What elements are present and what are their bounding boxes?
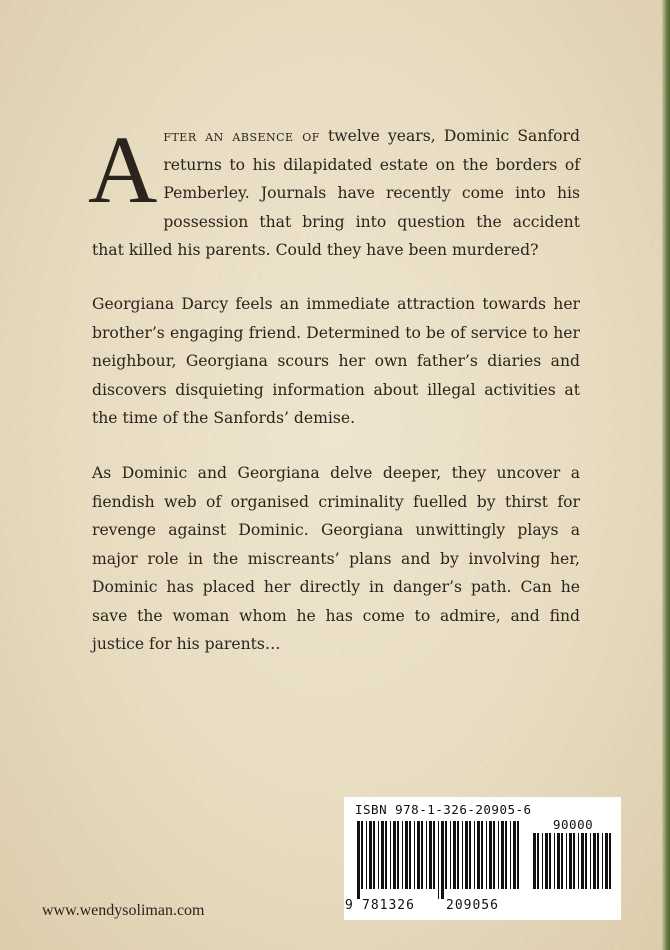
- barcode-bar: [433, 821, 435, 889]
- barcode-bar: [393, 821, 396, 889]
- barcode-bar: [533, 833, 536, 889]
- barcode-bar: [402, 821, 403, 889]
- barcode-bar: [381, 821, 384, 889]
- barcode-bar: [493, 821, 495, 889]
- barcode-bar: [457, 821, 459, 889]
- blurb-paragraph-2: [92, 290, 580, 433]
- barcode-right-digits: 209056: [446, 898, 499, 913]
- barcode-bar: [469, 821, 471, 889]
- barcode-bar: [581, 833, 584, 889]
- barcode-bar: [561, 833, 563, 889]
- barcode-first-digit: 9: [345, 898, 353, 913]
- barcode-bar: [441, 821, 444, 899]
- barcode-bar: [573, 833, 575, 889]
- barcode-bar: [465, 821, 468, 889]
- barcode-bar: [578, 833, 579, 889]
- addon-barcode: [531, 833, 617, 899]
- barcode-bar: [542, 833, 543, 889]
- barcode-bar: [450, 821, 451, 889]
- barcode-bar: [405, 821, 408, 889]
- barcode-bar: [557, 833, 560, 889]
- barcode-bar: [390, 821, 391, 889]
- blurb-paragraph-3: [92, 459, 580, 659]
- barcode-bar: [426, 821, 427, 889]
- barcode-bar: [421, 821, 423, 889]
- paragraph-3-text: As Dominic and Georgiana delve deeper, they uncover a fiendish web of organised criminality fuelled by thirst for revenge against Dominic. Georgiana unwittingly plays a major role in the miscreants’ plans and by involving her, Dominic has placed her directly in danger’s path. Can he save the woman whom he has come to admire, and find justice for his parents…: [92, 464, 580, 653]
- barcode-bar: [357, 821, 360, 899]
- barcode-bar: [498, 821, 499, 889]
- barcode-bar: [474, 821, 475, 889]
- barcode-bar: [609, 833, 611, 889]
- barcode-bar: [554, 833, 555, 889]
- barcode-bar: [513, 821, 516, 889]
- barcode-bar: [417, 821, 420, 889]
- barcode-bar: [537, 833, 539, 889]
- barcode-bar: [486, 821, 487, 889]
- barcode-bar: [369, 821, 372, 889]
- price-code: 90000: [553, 817, 594, 832]
- barcode-bar: [605, 833, 608, 889]
- barcode-bar: [477, 821, 480, 889]
- paragraph-1-text: twelve years, Dominic Sanford returns to his dilapidated estate on the borders of Pemberley. Journals have recently come into his possession that bring into question the accident that killed his parents. Could they have been murdered?: [92, 127, 580, 259]
- barcode-bar: [445, 821, 447, 889]
- barcode-bar: [569, 833, 572, 889]
- barcode-bar: [366, 821, 367, 889]
- barcode-bar: [597, 833, 599, 889]
- isbn-barcode: [355, 821, 525, 899]
- barcode-bar: [489, 821, 492, 889]
- barcode-bar: [545, 833, 548, 889]
- barcode-bar: [549, 833, 551, 889]
- barcode-bar: [438, 821, 439, 899]
- barcode-bar: [505, 821, 507, 889]
- isbn-label: ISBN 978-1-326-20905-6: [355, 802, 532, 817]
- barcode-bar: [510, 821, 511, 889]
- barcode-bar: [501, 821, 504, 889]
- blurb-paragraph-1: [88, 116, 580, 265]
- barcode-bar: [517, 821, 519, 889]
- barcode-bar: [602, 833, 603, 889]
- barcode-bar: [429, 821, 432, 889]
- paragraph-2-text: Georgiana Darcy feels an immediate attraction towards her brother’s engaging friend. Determined to be of service to her neighbour, Georgiana scours her own father’s diaries and discovers disquieting information about illegal activities at the time of the Sanfords’ demise.: [92, 295, 580, 427]
- barcode-bar: [397, 821, 399, 889]
- drop-cap: A: [88, 116, 158, 223]
- barcode-bar: [361, 821, 363, 889]
- barcode-bar: [590, 833, 591, 889]
- barcode-bar: [481, 821, 483, 889]
- barcode-left-digits: 781326: [362, 898, 415, 913]
- barcode-bar: [566, 833, 567, 889]
- opening-small-caps: fter an absence of: [163, 127, 320, 145]
- barcode-bar: [378, 821, 379, 889]
- barcode-bar: [585, 833, 587, 889]
- barcode-bar: [453, 821, 456, 889]
- green-edge-strip: [662, 0, 670, 950]
- barcode-bar: [593, 833, 596, 889]
- barcode-bar: [373, 821, 375, 889]
- barcode-bar: [385, 821, 387, 889]
- author-website: www.wendysoliman.com: [42, 902, 205, 919]
- barcode-bar: [462, 821, 463, 889]
- barcode-bar: [409, 821, 411, 889]
- barcode-bar: [414, 821, 415, 889]
